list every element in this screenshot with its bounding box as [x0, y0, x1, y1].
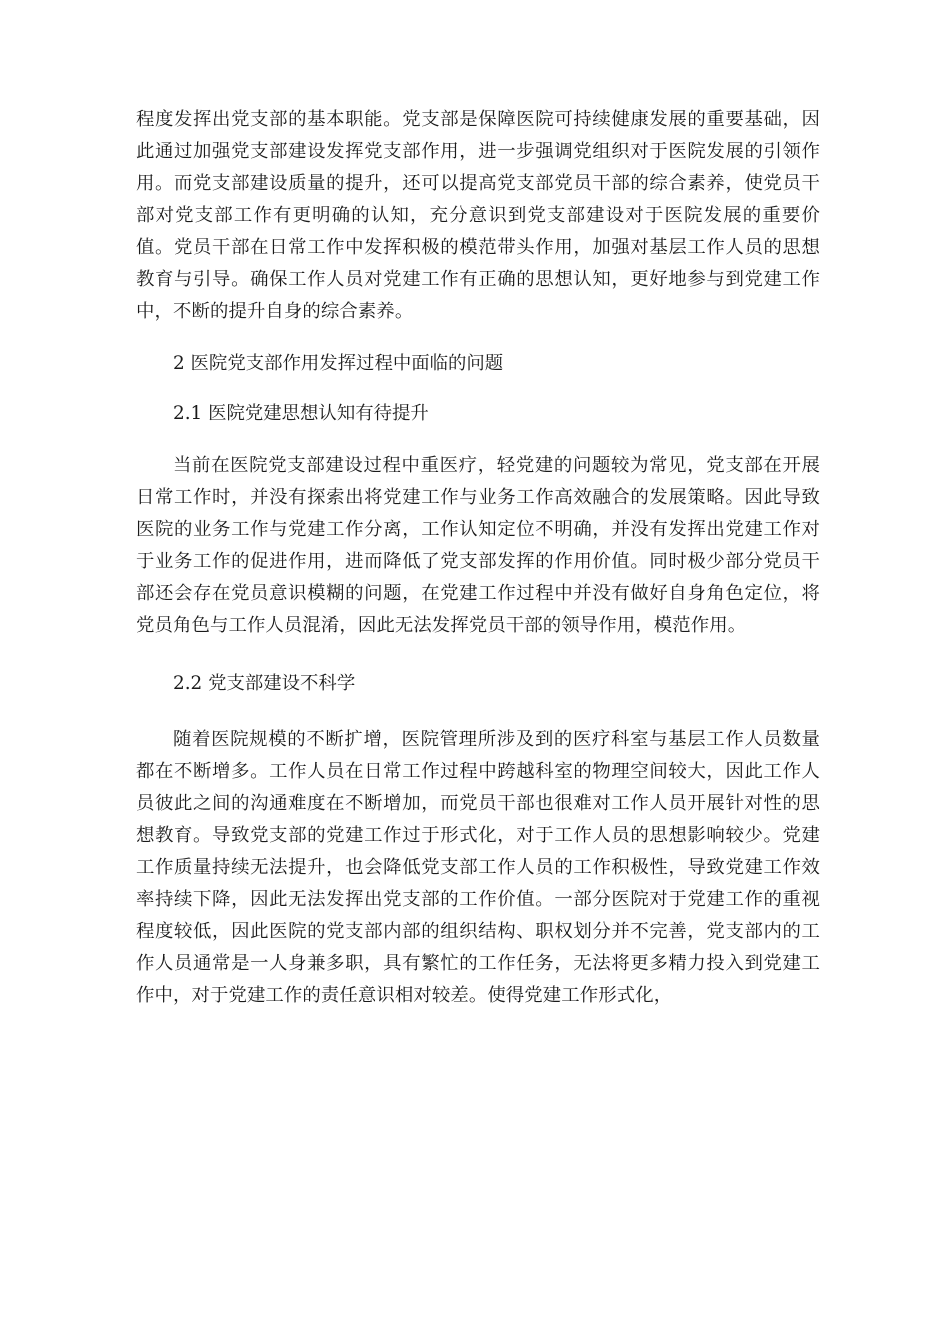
subsection-heading-2-2: 2.2 党支部建设不科学 — [173, 673, 356, 694]
paragraph-2-2: 随着医院规模的不断扩增，医院管理所涉及到的医疗科室与基层工作人员数量都在不断增多。工作人员在日常工作过程中跨越科室的物理空间较大，因此工作人员彼此之间的沟通难度在不断增加，而党员干部也很难对工作人员开展针对性的思想教育。导致党支部的党建工作过于形式化，对于工作人员的思想影响较少。党建工作质量持续无法提升，也会降低党支部工作人员的工作积极性，导致党建工作效率持续下降，因此无法发挥出党支部的工作价值。一部分医院对于党建工作的重视程度较低，因此医院的党支部内部的组织结构、职权划分并不完善，党支部内的工作人员通常是一人身兼多职，具有繁忙的工作任务，无法将更多精力投入到党建工作中，对于党建工作的责任意识相对较差。使得党建工作形式化， — [136, 729, 820, 1006]
subsection-heading-2-1: 2.1 医院党建思想认知有待提升 — [173, 403, 429, 424]
paragraph-continuation: 程度发挥出党支部的基本职能。党支部是保障医院可持续健康发展的重要基础，因此通过加强党支部建设发挥党支部作用，进一步强调党组织对于医院发展的引领作用。而党支部建设质量的提升，还可以提高党支部党员干部的综合素养，使党员干部对党支部工作有更明确的认知，充分意识到党支部建设对于医院发展的重要价值。党员干部在日常工作中发挥积极的模范带头作用，加强对基层工作人员的思想教育与引导。确保工作人员对党建工作有正确的思想认知，更好地参与到党建工作中，不断的提升自身的综合素养。 — [136, 109, 820, 322]
paragraph-2-1: 当前在医院党支部建设过程中重医疗，轻党建的问题较为常见，党支部在开展日常工作时，并没有探索出将党建工作与业务工作高效融合的发展策略。因此导致医院的业务工作与党建工作分离，工作认知定位不明确，并没有发挥出党建工作对于业务工作的促进作用，进而降低了党支部发挥的作用价值。同时极少部分党员干部还会存在党员意识模糊的问题，在党建工作过程中并没有做好自身角色定位，将党员角色与工作人员混淆，因此无法发挥党员干部的领导作用，模范作用。 — [136, 455, 820, 636]
document-page — [136, 104, 820, 1012]
section-heading-2: 2 医院党支部作用发挥过程中面临的问题 — [173, 353, 504, 374]
